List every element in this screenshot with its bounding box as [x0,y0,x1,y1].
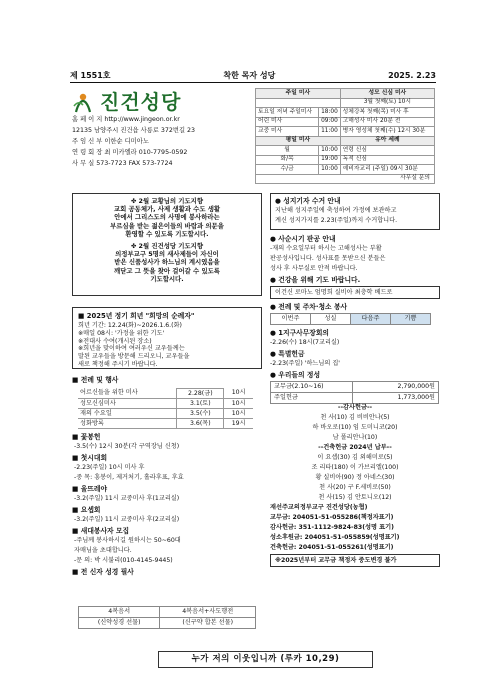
mass-note: 고해성사 미사 20분 전 [340,117,434,127]
jubilee-line: 희년 기간: 12.24(화)~2026.1.6.(화) [78,322,182,329]
offerings-table [270,381,439,404]
col-weekday-mass: 평일 미사 [256,136,341,146]
notice-line: 자매님을 초대합니다. [74,547,132,554]
bible-title: ■ 전 신자 성경 필사 [72,568,134,577]
table-row [79,618,256,629]
issue-number: 제 1551호 [70,71,111,80]
bible-option: 4복음서 [79,607,160,618]
mass-schedule-table [255,88,435,184]
notice-line: -주님께 봉사하시길 원하시는 50~60대 [74,537,181,544]
mass-name: 교중 미사 [256,127,319,137]
table-row [256,155,435,165]
event-time: 19시 [224,419,253,429]
blank-cell [256,98,341,108]
bank-accounts [270,504,440,554]
mass-note: 병자 영성체 첫째(수) 12시 30분 [340,127,434,137]
jubilee-line: ※매일 08시: '가정을 위한 기도' [78,329,165,337]
building-donor-line: 천 사(15) 김 안토니오(12) [318,494,392,501]
palm-title: ● 성지기자 수거 안내 [275,197,341,206]
mass-name: 어린 미사 [256,117,319,127]
bible-copy-table [78,606,256,629]
health-prayer-title: ● 건강을 위해 기도 바랍니다. [270,276,361,285]
prayer-line: 받은 신품성사가 하느님의 계시였음을 [114,258,220,267]
prayer-line: 교회 공동체가, 사제 생활과 수도 생활 [113,205,221,214]
palm-line: 지난해 성지주일에 축성하여 가정에 보관하고 [275,207,397,214]
this-week-group: 성실 [311,314,351,325]
event-date: 2.28(금) [177,389,224,399]
phone-line: 사 무 실 573-7723 FAX 573-7724 [72,160,173,167]
donor-line: 하 바오로(10) 임 도미니코(20) [312,424,398,431]
mass-time: 18:00 [319,108,340,118]
bank-line: 성소후원금: 204051-51-055859(성명표기) [270,534,400,541]
weekday: 수/금 [256,165,319,175]
prayer-intentions-box [72,193,262,296]
issue-date: 2025. 2.23 [388,71,436,80]
event-date: 3.1(토) [177,399,224,409]
jubilee-title: ■ 2025년 정기 희년 "희망의 순례자" [78,312,195,321]
pastor-line: 주 임 신 부 이한순 디미아노 [72,138,149,145]
lent-confession-title: ● 사순시기 판공 안내 [270,235,336,244]
next-week-group: 기쁨 [391,314,431,325]
event-time: 10시 [224,399,253,409]
notice-line: -2.23(주일) 10시 미사 후 [74,464,145,471]
service-table [270,313,431,325]
mass-name: 토요일 저녁 주일미사 [256,108,319,118]
service-title: ● 전례 및 주차·청소 봉사 [270,303,348,312]
health-prayer-names: 이건신 로마노 엄명희 실비아 최충학 베드로 [270,286,440,299]
donor-line: 천 사(10) 김 비비안나(5) [320,414,390,421]
weekday-note: 예비자교리 (주일) 09시 30분 [340,165,434,175]
weekday-note: 독적 신심 [340,155,434,165]
next-week-label: 다음주 [351,314,391,325]
notice-line: -3.5(수) 12시 30분(각 구역장님 신청) [74,443,180,450]
church-info [72,88,237,180]
table-row [271,393,439,404]
table-row [78,389,253,399]
offering-label: 교무금(2.10~16) [271,382,353,393]
weekday-note: 연령 신심 [340,146,434,156]
table-row [79,607,256,618]
offering-amount: 2,790,000원 [353,382,439,393]
office-line: 연 령 회 장 최 미카엘라 010-7795-0592 [72,149,188,156]
jubilee-box [72,307,262,369]
weekly-verse: 누가 저의 이웃입니까 (루카 10,29) [158,651,373,668]
donor-line: 남 폴리안나(10) [332,434,378,441]
event-name: 어르신들을 위한 미사 [78,389,177,399]
building-donor-line: 조 리타(180) 이 가브리엘(100) [311,464,399,471]
weekday-time: 19:00 [319,155,340,165]
bank-line: 감사헌금: 351-1112-9824-83(성명 표기) [270,524,394,531]
bank-title: 재선주교의정부교구 진건성당(농협) [270,504,368,511]
this-week-label: 이번주 [271,314,311,325]
col-sunday-mass: 주일 미사 [256,89,341,99]
event-date: 3.5(수) [177,409,224,419]
logo-row [72,88,237,116]
offerings-title: ● 우리들의 정성 [270,371,321,380]
church-name: 진건성당 [100,89,182,114]
notice-line: -문 의: 박 시불리(010-4145-9445) [74,557,173,564]
office-inquiry: 사무실 문의 [256,174,435,184]
right-column [270,193,440,567]
marian-note: 3월 첫째(토) 10시 [340,98,434,108]
table-row [78,419,253,429]
schedule-title: ■ 전례 및 행사 [72,376,119,385]
event-time: 10시 [224,389,253,399]
special-collection-title: ● 특별헌금 [270,350,305,359]
prayer-line: 의정부교구 5명의 새사제들이 자신이 [115,250,219,259]
notice-title: ■ 새대봉사자 모집 [72,527,130,536]
weekday-time: 10:00 [319,146,340,156]
weekday-time: 10:00 [319,165,340,175]
notice-title: ■ 꽃봉헌 [72,433,101,442]
bank-line: 교무금: 204051-51-055286(책정자표기) [270,514,394,521]
prayer-line: 깨닫고 그 뜻을 찾아 걸어갈 수 있도록 [114,266,220,275]
mass-note: 성체강복 첫째(목) 미사 후 [340,108,434,118]
table-row [256,117,435,127]
district-line: -2.26(수) 18시(7교리실) [270,339,340,346]
palm-line: 계신 성지가지를 2.23(주일)까지 수거합니다. [275,217,398,224]
event-name: 재의 수요일 [78,409,177,419]
weekday: 월 [256,146,319,156]
table-row [78,409,253,419]
jubilee-line: 말된 교우들을 방문해 드리오니, 교우들을 [78,353,190,360]
building-donor-line: 천 사(20) 구 F.세비로(50) [319,484,391,491]
table-row [256,108,435,118]
event-date: 3.6(목) [177,419,224,429]
homepage-line[interactable]: 홈 페 이 지 http://www.jingeon.or.kr [72,116,180,123]
address-line: 12135 남양주시 진건읍 사릉로 372번길 23 [72,127,196,134]
mass-time: 11:00 [319,127,340,137]
lent-line: 성사 후 사무실로 안적 바랍니다. [270,265,358,272]
col-marian-mass: 성모 신심 미사 [340,89,434,99]
table-row [256,127,435,137]
weekday: 화/목 [256,155,319,165]
lent-line: 판공성사입니다. 성사표를 못받으신 분들은 [270,255,386,262]
district-meeting-title: ● 1지구사무장회의 [270,329,329,338]
bible-gift: (신약성경 선물) [79,618,160,629]
event-time: 10시 [224,409,253,419]
prayer-line: 부르심을 받는 젊은이들의 바람과 의문을 [110,221,224,230]
prayer-line: 안에서 그리스도의 사명에 봉사하라는 [114,213,220,222]
special-line: -2.23(주일) '하느님의 집' [270,360,341,367]
building-donor-line: 황 실비아(90) 정 아네스(30) [315,474,395,481]
bulletin-motto: 착한 목자 성당 [223,71,276,80]
mass-time: 09:00 [319,117,340,127]
bible-option: 4복음서+사도행전 [160,607,256,618]
palm-collection-box [270,193,440,230]
church-logo-icon [72,90,94,114]
offering-amount: 1,773,000원 [353,393,439,404]
building-fund-title: --건축헌금 2024년 납부-- [318,444,392,451]
prayer-line: 환영할 수 있도록 기도합시다. [125,229,209,238]
table-row [256,146,435,156]
tithe-notice: ※2025년부터 교무금 책정자 중도변경 불가 [270,554,440,567]
bible-gift: (신구약 합본 선물) [160,618,256,629]
table-row [78,399,253,409]
event-name: 성화방록 [78,419,177,429]
table-row [271,382,439,393]
notice-title: ■ 요셉회 [72,506,101,515]
table-row [256,165,435,175]
jubilee-line: 새로 책정해 주시기 바랍니다. [78,360,158,368]
left-notices [72,432,262,578]
building-donor-line: 이 요셉(30) 김 외해미로(5) [317,454,393,461]
offering-label: 주일헌금 [271,393,353,404]
prayer-title-pope: ✤ 2월 교황님의 기도지향 [130,197,204,205]
bank-line: 건축헌금: 204051-51-055261(성명표기) [270,544,394,551]
prayer-title-parish: ✤ 2월 진건성당 기도지향 [130,241,204,250]
bulletin-header [70,70,436,83]
jubilee-line: ※희년을 맞이하여 여러우신 교우들께는 [78,345,185,353]
donor-title: --감사헌금-- [337,404,373,411]
col-infant-baptism: 유아 세례 [340,136,434,146]
donor-list [270,404,440,504]
notice-title: ■ 울뜨레야 [72,485,108,494]
event-name: 성모신심미사 [78,399,177,409]
lent-line: -재의 수요일부터 하시는 고해성사는 부활 [270,245,382,252]
jubilee-line: ※전대사 수여(개시된 장소) [78,337,152,345]
notice-line: -3.2(주일) 11시 교중미사 후(1교리실) [74,495,180,502]
schedule-table [78,388,253,429]
notice-line: -중 목: 흥봉이, 제거처기, 홀라후표, 후효 [74,474,184,481]
notice-line: -3.2(주일) 11시 교중미사 후(2교리실) [74,516,180,523]
prayer-line: 기도합시다. [150,274,184,283]
table-row [271,314,431,325]
notice-title: ■ 첫시대회 [72,454,108,463]
